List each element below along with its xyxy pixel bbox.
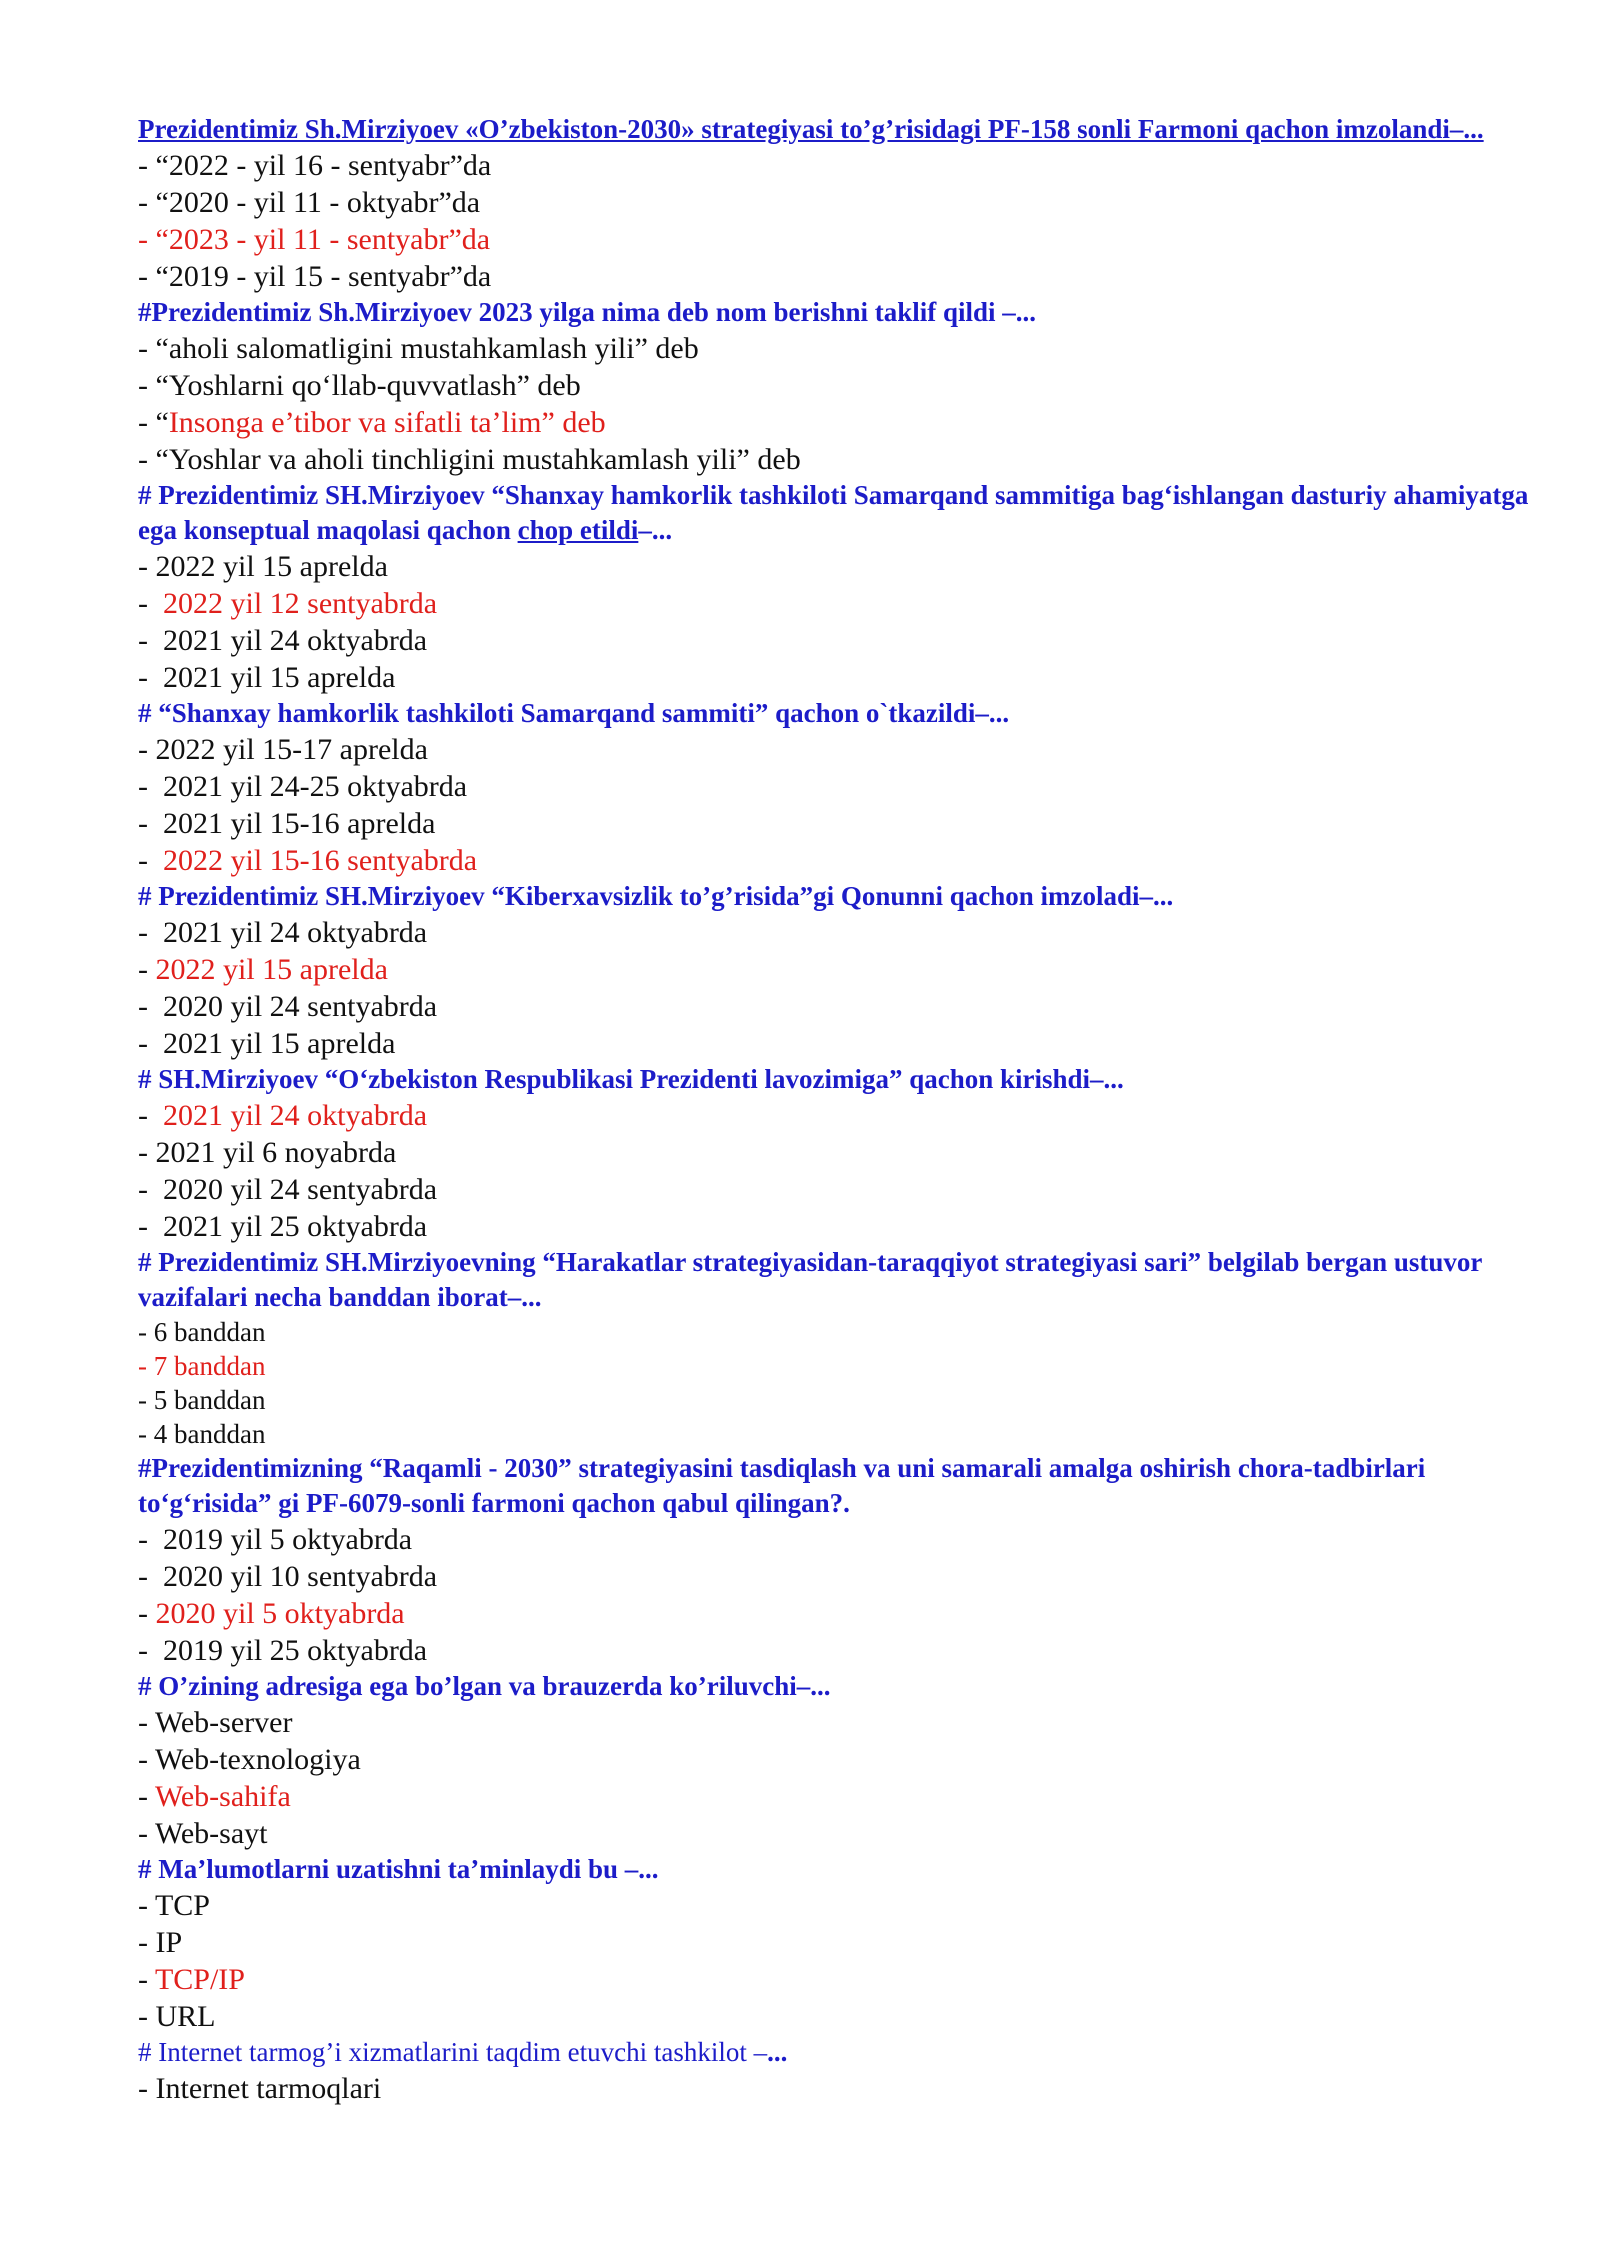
answer-option: - 4 banddan <box>138 1419 266 1449</box>
answer-option: - “aholi salomatligini mustahkamlash yili” deb <box>138 332 699 365</box>
correct-answer-option: - 2020 yil 5 oktyabrda <box>138 1597 405 1630</box>
question-10: # Ma’lumotlarni uzatishni ta’minlaydi bu –... <box>138 1854 659 1884</box>
answer-option: - TCP <box>138 1889 210 1922</box>
answer-option: - Web-server <box>138 1706 293 1739</box>
answer-option: - 2022 yil 15 aprelda <box>138 550 388 583</box>
answer-option: - 2020 yil 10 sentyabrda <box>138 1560 438 1593</box>
answer-option: - Web-texnologiya <box>138 1743 361 1776</box>
answer-option: - 2020 yil 24 sentyabrda <box>138 1173 438 1206</box>
answer-option: - 2021 yil 25 oktyabrda <box>138 1210 428 1243</box>
answer-option: - 2022 yil 15-17 aprelda <box>138 733 428 766</box>
question-11: # Internet tarmog’i xizmatlarini taqdim etuvchi tashkilot –... <box>138 2037 788 2067</box>
answer-option: - “2022 - yil 16 - sentyabr”da <box>138 149 492 182</box>
question-8: #Prezidentimizning “Raqamli - 2030” strategiyasini tasdiqlash va uni samarali amalga oshirish chora-tadbirlari to‘g‘risida” gi PF-6079-sonli farmoni qachon qabul qilingan?. <box>138 1453 1426 1518</box>
answer-option: - “2020 - yil 11 - oktyabr”da <box>138 186 481 219</box>
question-2: #Prezidentimiz Sh.Mirziyoev 2023 yilga nima deb nom berishni taklif qildi –... <box>138 297 1037 327</box>
answer-option: - 2021 yil 24 oktyabrda <box>138 624 428 657</box>
question-5: # Prezidentimiz SH.Mirziyoev “Kiberxavsizlik to’g’risida”gi Qonunni qachon imzoladi–... <box>138 881 1174 911</box>
correct-answer-option: - 2022 yil 15-16 sentyabrda <box>138 844 478 877</box>
answer-option: - Internet tarmoqlari <box>138 2072 382 2105</box>
answer-option: - 2019 yil 25 oktyabrda <box>138 1634 428 1667</box>
correct-answer-option: - 7 banddan <box>138 1351 266 1381</box>
answer-option: - Web-sayt <box>138 1817 268 1850</box>
question-6: # SH.Mirziyoev “O‘zbekiston Respublikasi Prezidenti lavozimiga” qachon kirishdi–... <box>138 1064 1124 1094</box>
answer-option: - 2019 yil 5 oktyabrda <box>138 1523 413 1556</box>
question-link[interactable]: chop etildi <box>517 515 639 545</box>
answer-option: - 2021 yil 15 aprelda <box>138 661 396 694</box>
answer-option: - “Yoshlarni qo‘llab-quvvatlash” deb <box>138 369 581 402</box>
question-7: # Prezidentimiz SH.Mirziyoevning “Harakatlar strategiyasidan-taraqqiyot strategiyasi sari” belgilab bergan ustuvor vazifalari necha banddan iborat–... <box>138 1247 1482 1312</box>
question-3: # Prezidentimiz SH.Mirziyoev “Shanxay hamkorlik tashkiloti Samarqand sammitiga bag‘ishlangan dasturiy ahamiyatga ega konseptual maqolasi qachon chop etildi–... <box>138 480 1529 545</box>
question-1[interactable]: Prezidentimiz Sh.Mirziyoev «O’zbekiston-2030» strategiyasi to’g’risidagi PF-158 sonli Farmoni qachon imzolandi–... <box>138 114 1484 144</box>
answer-option: - 2021 yil 15-16 aprelda <box>138 807 436 840</box>
answer-option: - 2021 yil 6 noyabrda <box>138 1136 397 1169</box>
answer-option: - URL <box>138 2000 216 2033</box>
correct-answer-option: - 2022 yil 12 sentyabrda <box>138 587 438 620</box>
answer-option: - 6 banddan <box>138 1317 266 1347</box>
answer-option: - 2021 yil 24-25 oktyabrda <box>138 770 468 803</box>
answer-option: - “Yoshlar va aholi tinchligini mustahkamlash yili” deb <box>138 443 801 476</box>
answer-option: - 2021 yil 24 oktyabrda <box>138 916 428 949</box>
answer-option: - 2021 yil 15 aprelda <box>138 1027 396 1060</box>
correct-answer-option: - 2022 yil 15 aprelda <box>138 953 388 986</box>
answer-option: - 2020 yil 24 sentyabrda <box>138 990 438 1023</box>
question-4: # “Shanxay hamkorlik tashkiloti Samarqand sammiti” qachon o`tkazildi–... <box>138 698 1010 728</box>
answer-option: - IP <box>138 1926 183 1959</box>
document-page <box>138 112 1538 2107</box>
correct-answer-option: - 2021 yil 24 oktyabrda <box>138 1099 428 1132</box>
question-9: # O’zining adresiga ega bo’lgan va brauzerda ko’riluvchi–... <box>138 1671 831 1701</box>
answer-option: - 5 banddan <box>138 1385 266 1415</box>
answer-option: - “2019 - yil 15 - sentyabr”da <box>138 260 492 293</box>
correct-answer-option: - “Insonga e’tibor va sifatli ta’lim” deb <box>138 406 606 439</box>
correct-answer-option: - “2023 - yil 11 - sentyabr”da <box>138 223 491 256</box>
correct-answer-option: - Web-sahifa <box>138 1780 291 1813</box>
correct-answer-option: - TCP/IP <box>138 1963 245 1996</box>
